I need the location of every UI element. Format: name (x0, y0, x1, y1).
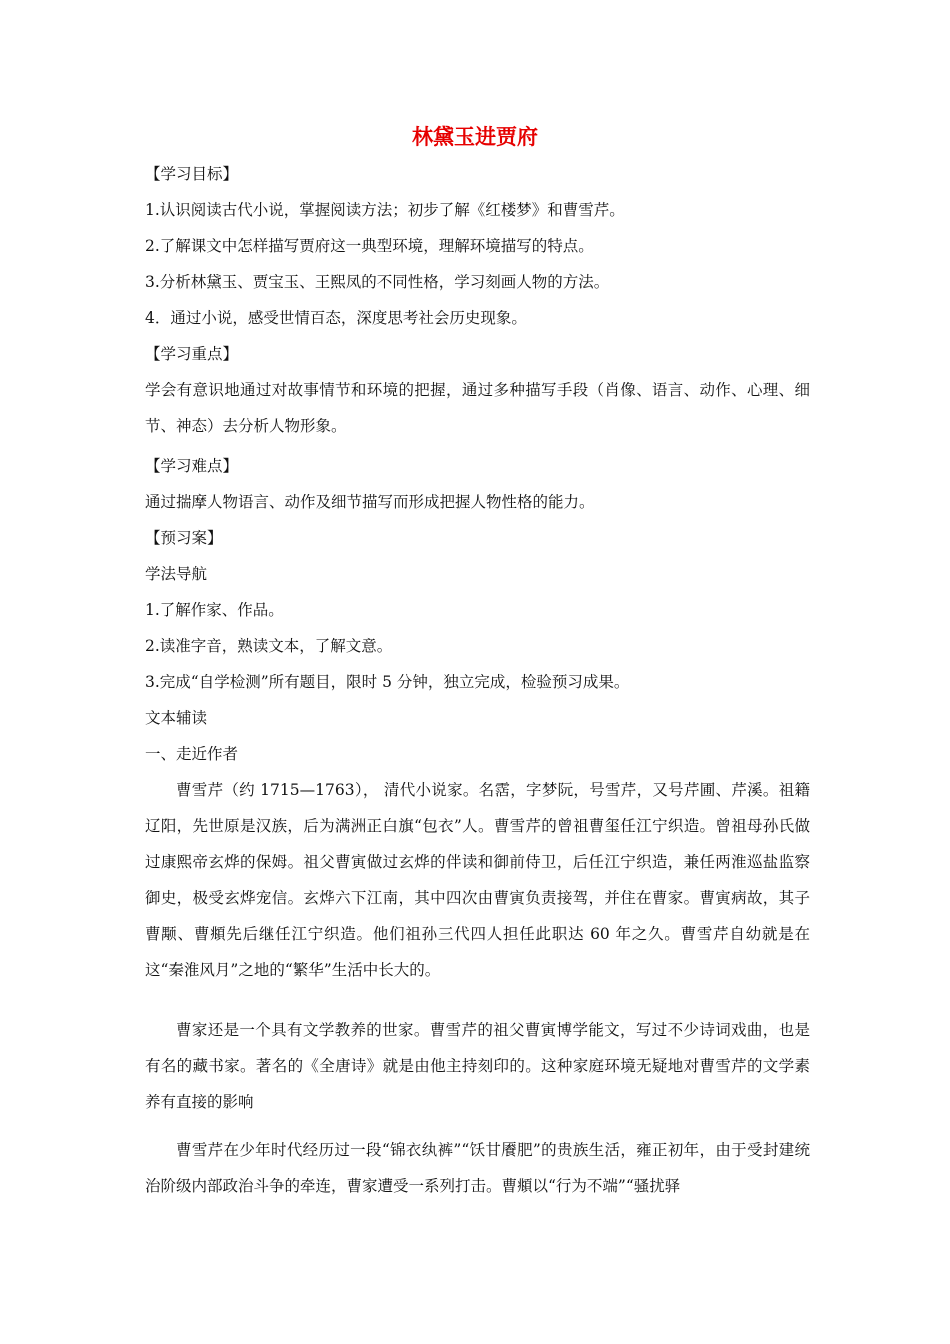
preview-heading: 【预习案】 (145, 529, 223, 547)
method-item: 3.完成“自学检测”所有题目，限时 5 分钟，独立完成，检验预习成果。 (145, 673, 630, 691)
author-heading: 一、走近作者 (145, 745, 239, 763)
body-paragraph: 曹雪芹在少年时代经历过一段“锦衣纨裤”“饫甘餍肥”的贵族生活，雍正初年，由于受封建统治阶级内部政治斗争的牵连，曹家遭受一系列打击。曹頫以“行为不端”“骚扰驿 (145, 1141, 810, 1195)
method-item: 2.读准字音，熟读文本，了解文意。 (145, 637, 393, 655)
document-title: 林黛玉进贾府 (412, 125, 538, 149)
focus-text: 学会有意识地通过对故事情节和环境的把握，通过多种描写手段（肖像、语言、动作、心理、细节、神态）去分析人物形象。 (145, 381, 810, 435)
goal-item: 2.了解课文中怎样描写贾府这一典型环境，理解环境描写的特点。 (145, 237, 594, 255)
body-paragraph: 曹雪芹（约 1715—1763）， 清代小说家。名霑，字梦阮，号雪芹，又号芹圃、芹溪。祖籍辽阳，先世原是汉族，后为满洲正白旗“包衣”人。曹雪芹的曾祖曹玺任江宁织造。曾祖母孙氏做过康熙帝玄烨的保姆。祖父曹寅做过玄烨的伴读和御前侍卫，后任江宁织造，兼任两淮巡盐监察御史，极受玄烨宠信。玄烨六下江南，其中四次由曹寅负责接驾，并住在曹家。曹寅病故，其子曹颙、曹頫先后继任江宁织造。他们祖孙三代四人担任此职达 60 年之久。曹雪芹自幼就是在这“秦淮风月”之地的“繁华”生活中长大的。 (145, 781, 810, 979)
goal-item: 4．通过小说，感受世情百态，深度思考社会历史现象。 (145, 309, 527, 327)
difficulty-text: 通过揣摩人物语言、动作及细节描写而形成把握人物性格的能力。 (145, 493, 595, 511)
goal-item: 1.认识阅读古代小说，掌握阅读方法；初步了解《红楼梦》和曹雪芹。 (145, 201, 625, 219)
goal-item: 3.分析林黛玉、贾宝玉、王熙凤的不同性格，学习刻画人物的方法。 (145, 273, 610, 291)
focus-heading: 【学习重点】 (145, 345, 239, 363)
difficulty-heading: 【学习难点】 (145, 457, 239, 475)
method-heading: 学法导航 (145, 565, 208, 583)
body-paragraph: 曹家还是一个具有文学教养的世家。曹雪芹的祖父曹寅博学能文，写过不少诗词戏曲，也是有名的藏书家。著名的《全唐诗》就是由他主持刻印的。这种家庭环境无疑地对曹雪芹的文学素养有直接的影响 (145, 1021, 810, 1111)
method-item: 1.了解作家、作品。 (145, 601, 284, 619)
reading-heading: 文本辅读 (145, 709, 208, 727)
goals-heading: 【学习目标】 (145, 165, 239, 183)
